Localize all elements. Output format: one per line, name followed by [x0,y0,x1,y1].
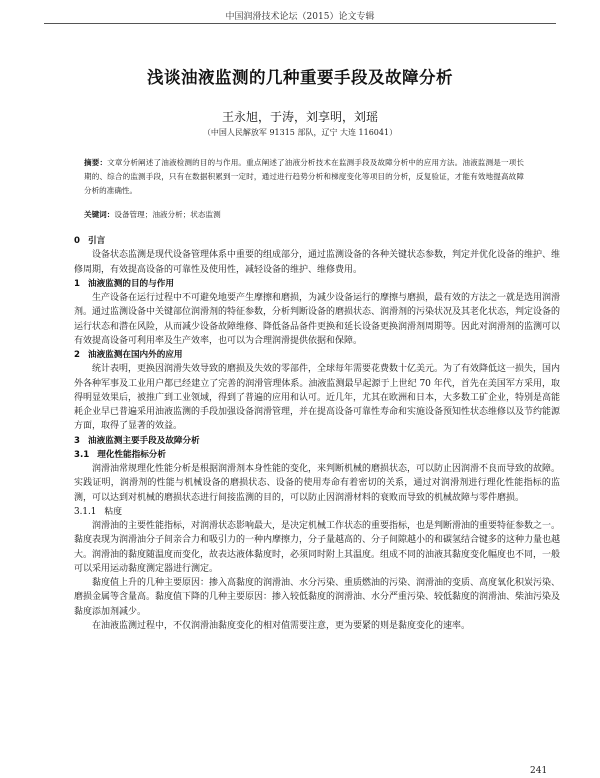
heading-number: 0 [74,236,80,246]
heading-text: 粘度 [104,506,122,517]
heading-number: 2 [74,350,80,360]
heading-text: 油液监测的目的与作用 [87,278,174,289]
subsection-heading [74,448,560,462]
abstract-label: 摘要： [84,158,108,167]
keywords-text: 设备管理；油液分析；状态监测 [114,210,221,219]
paragraph: 在油液监测过程中，不仅润滑油黏度变化的相对值需要注意，更为要紧的则是黏度变化的速率。 [92,620,471,631]
author-list: 王永旭，于涛，刘享明，刘瑶 [221,110,378,124]
section-heading [74,348,560,362]
paragraph: 生产设备在运行过程中不可避免地要产生摩擦和磨损，为减少设备运行的摩擦与磨损，最有效的方法之一就是选用润滑剂。通过监测设备中关键部位润滑剂的特征参数，分析判断设备的磨损状态、润滑剂的污染状况及其老化状态，判定设备的运行状态和潜在风险，从而减少设备故障维修、降低备品备件更换和延长设备更换润滑剂周期等。因此对润滑剂的监测可以有效提高设备可利用率及生产效率，也可以为合理润滑提供依据和保障。 [74,293,561,346]
heading-text: 引言 [87,236,106,246]
paragraph: 黏度值上升的几种主要原因：掺入高黏度的润滑油、水分污染、重质燃油的污染、润滑油的变质、高度氧化积炭污染、磨损金属等含量高。黏度值下降的几种主要原因：掺入较低黏度的润滑油、水分严重污染、较低黏度的润滑油、柴油污染及黏度添加剂减少。 [74,578,561,617]
paragraph: 统计表明，更换因润滑失效导致的磨损及失效的零部件，全球每年需要花费数十亿美元。为了有效降低这一损失，国内外各种军事及工业用户都已经建立了完善的润滑管理体系。油液监测最早起源于上世纪 70 年代，首先在美国军方采用，取得明显效果后，被推广到工业领域，得到了普遍的应用和认可。近几年，尤其在欧洲和日本，大多数工矿企业，特别是高能耗企业早已普遍采用油液监测的手段加强设备润滑管理，并在提高设备可靠性寿命和实施设备预知性状态维修以及节约能源方面，取得了显著的效益。 [74,364,561,432]
heading-number: 3 [74,435,80,446]
affiliation: （中国人民解放军 91315 部队，辽宁 大连 116041） [202,128,398,137]
heading-text: 油液监测在国内外的应用 [87,350,183,360]
header-rule [44,23,556,24]
keywords-label: 关键词： [84,210,115,219]
heading-text: 油液监测主要手段及故障分析 [87,435,200,446]
body-text [74,234,560,633]
heading-number: 1 [74,278,80,289]
page-number: 241 [530,766,548,776]
paragraph: 设备状态监测是现代设备管理体系中重要的组成部分，通过监测设备的各种关键状态参数，判定并优化设备的维护、维修周期，有效提高设备的可靠性及使用性，减轻设备的维护、维修费用。 [74,250,561,275]
heading-number: 3.1 [74,449,90,460]
running-head: 中国润滑技术论坛（2015）论文专辑 [225,12,375,22]
keywords [84,209,524,220]
paragraph: 润滑油常规理化性能分析是根据润滑剂本身性能的变化，来判断机械的磨损状态，可以防止因润滑不良而导致的故障。实践证明，润滑剂的性能与机械设备的磨损状态、设备的使用寿命有着密切的关系，通过对润滑剂进行理化性能指标的监测，可以达到对机械的磨损状态进行间接监测的目的，可以防止因润滑材料的衰败而导致的机械故障与零件磨损。 [74,464,561,503]
paragraph: 润滑油的主要性能指标，对润滑状态影响最大，是决定机械工作状态的重要指标，也是判断滑油的重要特征参数之一。黏度表现为润滑油分子间亲合力和吸引力的一种内摩擦力，分子量越高的、分子间隙越小的和碳氢结合键多的这种力量也越大。润滑油的黏度随温度而变化，故表达液体黏度时，必须同时附上其温度。组成不同的油液其黏度变化幅度也不同，一般可以采用运动黏度测定器进行测定。 [74,521,561,574]
heading-text: 理化性能指标分析 [97,449,166,460]
subsubsection-heading [74,505,560,519]
section-heading [74,434,560,448]
abstract [84,156,524,198]
section-heading [74,277,560,291]
paper-title: 浅谈油液监测的几种重要手段及故障分析 [147,68,453,87]
heading-number: 3.1.1 [74,506,97,517]
abstract-text: 文章分析阐述了油液检测的目的与作用。重点阐述了油液分析技术在监测手段及故障分析中的应用方法。油液监测是一项长期的、综合的监测手段，只有在数据积累到一定时，通过进行趋势分析和梯度变化等项目的分析，反复验证，才能有效地提高故障分析的准确性。 [84,158,525,195]
section-heading [74,234,560,248]
